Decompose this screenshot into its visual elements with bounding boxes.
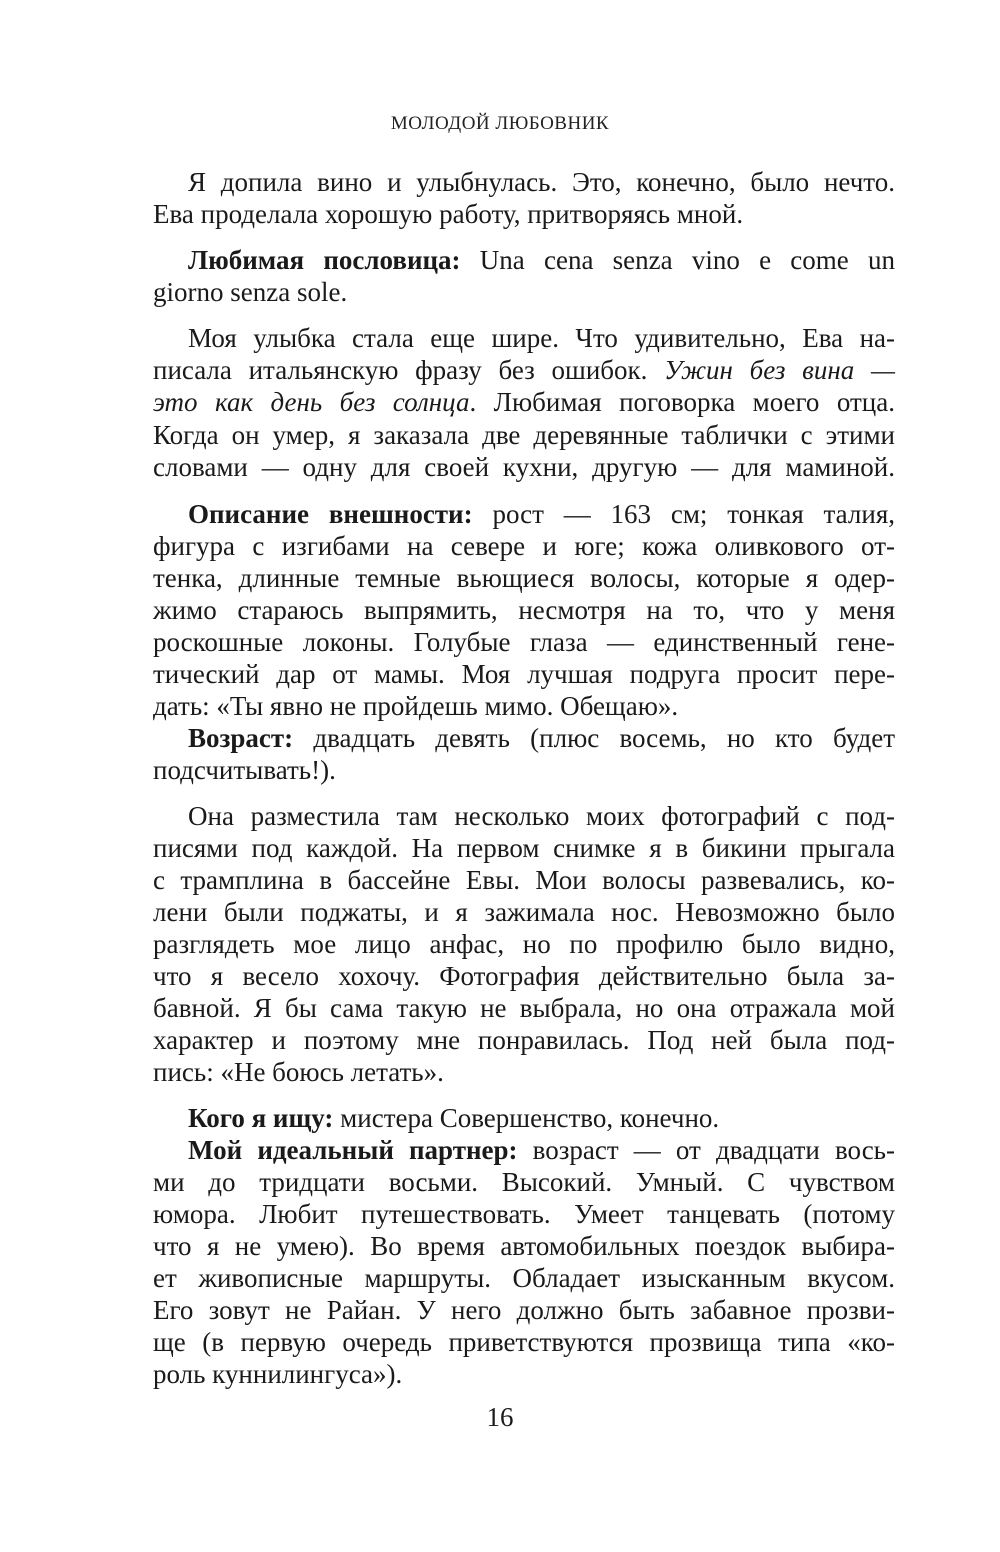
text-line: Моя улыбка стала еще шире. Что удивительно, Ева на- xyxy=(188,323,895,353)
text-line: бавной. Я бы сама такую не выбрала, но она отражала мой xyxy=(153,993,895,1023)
text-line xyxy=(188,244,895,276)
text-line: Она разместила там несколько моих фотографий с под- xyxy=(188,801,895,831)
text-line: Я допила вино и улыбнулась. Это, конечно, было нечто. xyxy=(188,167,895,197)
field-label: Любимая пословица: xyxy=(188,245,461,275)
field-label: Описание внешности: xyxy=(188,499,473,529)
text-line: фигура с изгибами на севере и юге; кожа оливкового от- xyxy=(153,531,895,561)
text-line: ще (в первую очередь приветствуются прозвища типа «ко- xyxy=(153,1327,895,1357)
text-line xyxy=(188,1134,895,1166)
text-line: юмора. Любит путешествовать. Умеет танцевать (потому xyxy=(153,1199,895,1229)
text-line: словами — одну для своей кухни, другую — для маминой. xyxy=(153,452,895,482)
text-line: ет живописные маршруты. Обладает изысканным вкусом. xyxy=(153,1263,895,1293)
text-span: двадцать девять (плюс восемь, но кто будет xyxy=(293,723,895,753)
text-span: рост — 163 см; тонкая талия, xyxy=(472,499,895,529)
text-line: дать: «Ты явно не пройдешь мимо. Обещаю». xyxy=(153,691,679,721)
text-line: тический дар от мамы. Моя лучшая подруга просит пере- xyxy=(153,659,895,689)
text-line: подсчитывать!). xyxy=(153,755,336,785)
text-line: Когда он умер, я заказала две деревянные таблички с этими xyxy=(153,420,895,450)
italic-span: это как день без солнца xyxy=(153,387,470,417)
text-line xyxy=(188,498,895,530)
text-span: мистера Совершенство, конечно. xyxy=(333,1103,720,1133)
page-number: 16 xyxy=(486,1402,514,1432)
text-span: возраст — от двадцати вось- xyxy=(517,1135,895,1165)
text-line: жимо стараюсь выпрямить, несмотря на то, что у меня xyxy=(153,595,895,625)
text-line: Его зовут не Райан. У него должно быть забавное прозви- xyxy=(153,1295,895,1325)
text-line: что я не умею). Во время автомобильных поездок выбира- xyxy=(153,1231,895,1261)
text-line: ми до тридцати восьми. Высокий. Умный. С чувством xyxy=(153,1167,895,1197)
text-line: роскошные локоны. Голубые глаза — единственный гене- xyxy=(153,627,895,657)
text-line xyxy=(188,722,895,754)
text-line: Ева проделала хорошую работу, притворяясь мной. xyxy=(153,199,744,229)
text-span: писала итальянскую фразу без ошибок. xyxy=(153,355,665,385)
text-line: что я весело хохочу. Фотография действительно была за- xyxy=(153,961,895,991)
text-span: . Любимая поговорка моего отца. xyxy=(469,387,895,417)
text-line xyxy=(153,386,895,418)
text-line: giorno senza sole. xyxy=(153,277,348,307)
italic-span: Ужин без вина — xyxy=(664,355,895,385)
text-line: лени были поджаты, и я зажимала нос. Невозможно было xyxy=(153,897,895,927)
text-line: роль куннилингуса»). xyxy=(153,1359,403,1389)
text-line: пись: «Не боюсь летать». xyxy=(153,1057,444,1087)
text-line: разглядеть мое лицо анфас, но по профилю было видно, xyxy=(153,929,895,959)
text-span: Una cena senza vino e come un xyxy=(460,245,895,275)
text-line: писями под каждой. На первом снимке я в бикини прыгала xyxy=(153,833,895,863)
text-line: характер и поэтому мне понравилась. Под ней была под- xyxy=(153,1025,895,1055)
field-label: Кого я ищу: xyxy=(188,1103,334,1133)
text-line xyxy=(153,354,895,386)
field-label: Мой идеальный партнер: xyxy=(188,1135,518,1165)
running-head: МОЛОДОЙ ЛЮБОВНИК xyxy=(390,113,610,134)
text-line: с трамплина в бассейне Евы. Мои волосы развевались, ко- xyxy=(153,865,895,895)
text-line xyxy=(188,1102,895,1134)
text-line: тенка, длинные темные вьющиеся волосы, которые я одер- xyxy=(153,563,895,593)
field-label: Возраст: xyxy=(188,723,294,753)
